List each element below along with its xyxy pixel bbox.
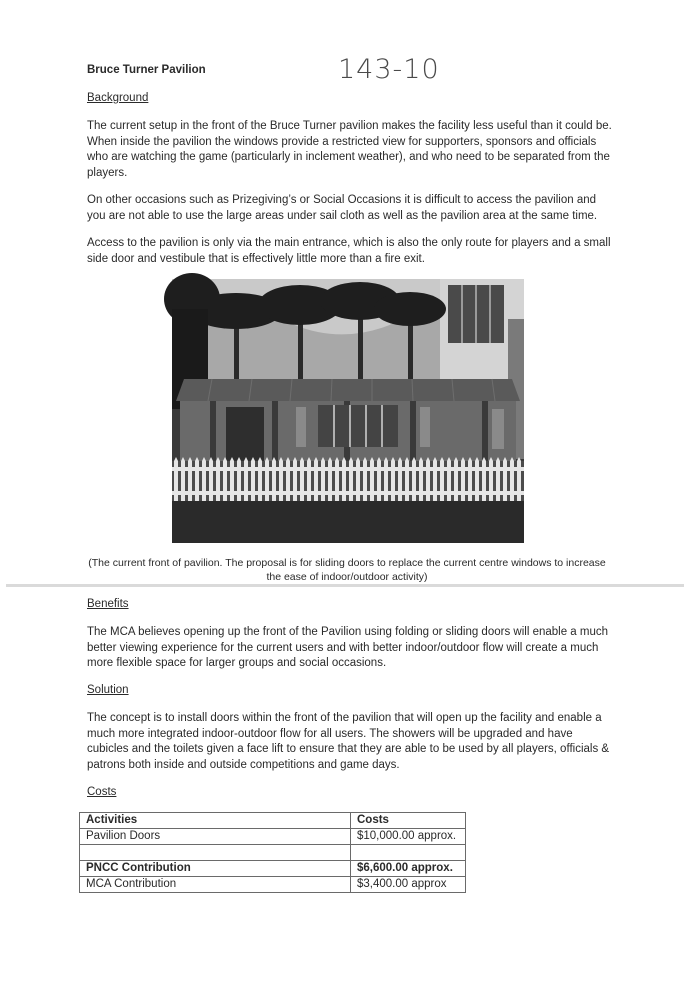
solution-paragraph: The concept is to install doors within the front of the pavilion that will open up the facility and enable a much more integrated indoor-outdoor flow for all users. The showers will be upgraded and have cubicles and the toilets given a face lift to ensure that they are able to be used by all players, officials & patrons both inside and outside competitions and game days. [87,712,610,771]
table-row [80,861,466,877]
header-costs: Costs [351,813,466,829]
background-heading: Background [87,92,149,104]
table-cell: $6,600.00 approx. [351,861,466,877]
handwritten-reference-number [336,50,440,86]
page-separator [6,584,684,587]
benefits-heading: Benefits [87,598,129,610]
svg-text:143-10: 143-10 [338,54,440,85]
background-paragraph-3: Access to the pavilion is only via the main entrance, which is also the only route for players and a small side door and vestibule that is effectively little more than a fire exit. [87,237,611,265]
table-cell: PNCC Contribution [80,861,351,877]
table-cell: $3,400.00 approx [351,877,466,893]
table-row [80,877,466,893]
table-header-row [80,813,466,829]
document-title: Bruce Turner Pavilion [87,64,206,76]
header-activities: Activities [80,813,351,829]
table-row [80,829,466,845]
background-paragraph-2: On other occasions such as Prizegiving’s or Social Occasions it is difficult to access the pavilion and you are not able to use the large areas under sail cloth as well as the pavilion area at the same time. [87,194,598,222]
photo-caption: (The current front of pavilion. The proposal is for sliding doors to replace the current centre windows to increase the ease of indoor/outdoor activity) [88,557,606,583]
table-cell [351,845,466,861]
table-cell: MCA Contribution [80,877,351,893]
solution-heading: Solution [87,684,129,696]
table-cell: Pavilion Doors [80,829,351,845]
benefits-paragraph: The MCA believes opening up the front of the Pavilion using folding or sliding doors will enable a much better viewing experience for the current users and with better indoor/outdoor flow will create a much more flexible space for larger groups and social occasions. [87,626,609,669]
costs-table [79,812,466,893]
costs-heading: Costs [87,786,117,798]
table-row [80,845,466,861]
background-paragraph-1: The current setup in the front of the Bruce Turner pavilion makes the facility less useful than it could be. When inside the pavilion the windows provide a restricted view for supporters, sponsors and officials who are watching the game (particularly in inclement weather), and who need to be separated from the players. [87,120,612,179]
pavilion-photo [172,279,524,543]
table-cell: $10,000.00 approx. [351,829,466,845]
table-cell [80,845,351,861]
